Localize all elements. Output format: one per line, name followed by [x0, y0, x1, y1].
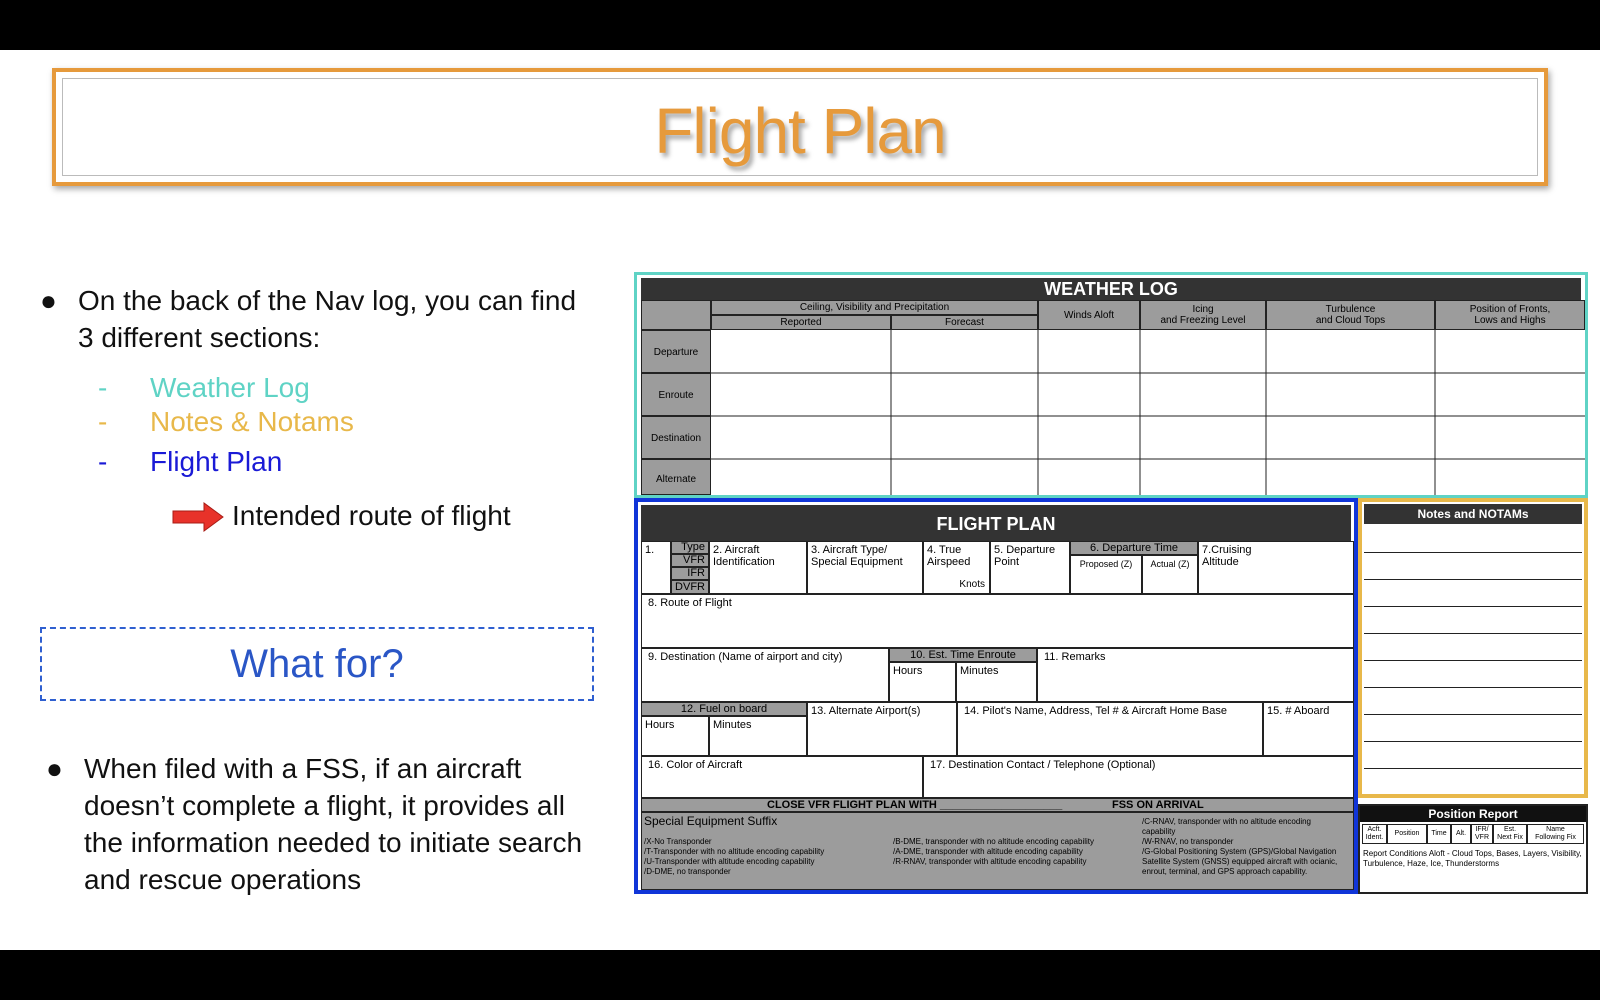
fp-field-11-remarks: 11. Remarks [1037, 648, 1354, 702]
pos-col-position: Position [1387, 824, 1427, 844]
pos-col-name-following: Name Following Fix [1527, 824, 1584, 844]
notes-line [1364, 552, 1582, 553]
bullet-dot: ● [46, 753, 63, 784]
fp-field-9-destination: 9. Destination (Name of airport and city) [641, 648, 889, 702]
nav-log-back-form [634, 272, 1588, 894]
weather-log-title: WEATHER LOG [641, 278, 1581, 300]
weather-row-alternate: Alternate [641, 459, 711, 495]
fp-field-4-unit: Knots [959, 579, 985, 590]
intended-route-row [172, 502, 592, 536]
notes-title: Notes and NOTAMs [1364, 504, 1582, 524]
fp-type-header: Type [671, 541, 709, 554]
pos-col-alt: Alt. [1451, 824, 1471, 844]
slide [0, 50, 1600, 950]
notes-line [1364, 687, 1582, 688]
section-label-notes-notams: Notes & Notams [150, 406, 354, 437]
pos-conditions: Report Conditions Aloft - Cloud Tops, Bases, Layers, Visibility, Turbulence, Haze, Ice, Thunderstorms [1363, 849, 1582, 868]
notes-line [1364, 741, 1582, 742]
weather-header-winds: Winds Aloft [1038, 300, 1140, 330]
notes-line [1364, 660, 1582, 661]
fp-field-4-airspeed [923, 541, 990, 594]
fp-field-4-label: 4. True Airspeed [927, 544, 971, 568]
fp-field-10-est-time: 10. Est. Time Enroute [889, 648, 1037, 662]
fp-suffix-col3: /C-RNAV, transponder with no altitude encoding capability /W-RNAV, no transponder /G-Global Positioning System (GPS)/Global Navigation Satellite System (GNSS) equipped aircraft with ocianic, enrout, terminal, and GPS approach capability. [1142, 817, 1338, 876]
weather-row-departure: Departure [641, 330, 711, 373]
pos-col-time: Time [1427, 824, 1451, 844]
fp-type-vfr: VFR [671, 554, 709, 567]
weather-row-enroute: Enroute [641, 373, 711, 416]
fp-field-12-fuel: 12. Fuel on board [641, 702, 807, 716]
fp-field-12-hours: Hours [641, 716, 709, 756]
weather-log-section [634, 272, 1588, 498]
notes-notams-section [1358, 498, 1588, 798]
bullet-fss-text: When filed with a FSS, if an aircraft doesn’t complete a flight, it provides all the information needed to initiate search and rescue operations [84, 753, 583, 895]
section-label-flight-plan: Flight Plan [150, 446, 283, 477]
page-title: Flight Plan [654, 95, 946, 167]
title-frame [52, 68, 1548, 186]
fp-field-5-departure-point: 5. Departure Point [990, 541, 1070, 594]
pos-col-est-next: Est. Next Fix [1493, 824, 1527, 844]
position-report-section [1358, 804, 1588, 894]
weather-header-reported: Reported [711, 315, 891, 330]
notes-line [1364, 606, 1582, 607]
bullet-nav-log-text: On the back of the Nav log, you can find 3 different sections: [78, 285, 577, 353]
section-label-weather-log: Weather Log [150, 372, 310, 403]
pos-col-ifr-vfr: IFR/ VFR [1471, 824, 1493, 844]
fp-field-6-proposed: Proposed (Z) [1070, 555, 1142, 594]
what-for-box: What for? [40, 627, 594, 701]
fp-type-ifr: IFR [671, 567, 709, 580]
fp-suffix-title: Special Equipment Suffix [644, 814, 778, 828]
fp-field-14-pilot: 14. Pilot's Name, Address, Tel # & Aircraft Home Base [957, 702, 1263, 756]
fp-field-13-alternate: 13. Alternate Airport(s) [807, 702, 957, 756]
weather-header-turbulence: Turbulence and Cloud Tops [1266, 300, 1435, 330]
pos-col-ident: Acft. Ident. [1362, 824, 1387, 844]
fp-field-12-minutes: Minutes [709, 716, 807, 756]
fp-field-1 [641, 541, 671, 594]
fp-field-8-route: 8. Route of Flight [641, 594, 1354, 648]
weather-header-icing: Icing and Freezing Level [1140, 300, 1266, 330]
fp-field-6-departure-time: 6. Departure Time [1070, 541, 1198, 555]
weather-row-destination: Destination [641, 416, 711, 459]
weather-header-ceiling: Ceiling, Visibility and Precipitation [711, 300, 1038, 315]
dash: - [98, 406, 108, 437]
fp-field-6-actual: Actual (Z) [1142, 555, 1198, 594]
intended-route-label: Intended route of flight [232, 500, 511, 531]
fp-field-2-aircraft-id: 2. Aircraft Identification [709, 541, 807, 594]
weather-header-forecast: Forecast [891, 315, 1038, 330]
fp-field-7-cruising-altitude: 7.Cruising Altitude [1198, 541, 1354, 594]
notes-line [1364, 633, 1582, 634]
dash: - [98, 372, 108, 403]
fp-fss-arrival-label: FSS ON ARRIVAL [1112, 799, 1204, 811]
notes-line [1364, 579, 1582, 580]
fp-close-vfr-bar [641, 798, 1354, 812]
fp-close-vfr-label: CLOSE VFR FLIGHT PLAN WITH ____________________ [767, 799, 1063, 811]
bullet-dot: ● [40, 285, 57, 316]
fp-type-dvfr: DVFR [671, 580, 709, 594]
fp-field-10-minutes: Minutes [956, 662, 1037, 702]
weather-header-fronts: Position of Fronts, Lows and Highs [1435, 300, 1585, 330]
fp-field-3-aircraft-type: 3. Aircraft Type/ Special Equipment [807, 541, 923, 594]
fp-suffix-col2: /B-DME, transponder with no altitude encoding capability /A-DME, transponder with altitude encoding capability /R-RNAV, transponder with altitude encoding capability [893, 837, 1094, 866]
position-report-title: Position Report [1360, 806, 1586, 822]
dash: - [98, 446, 108, 477]
notes-line [1364, 714, 1582, 715]
fp-field-17-contact: 17. Destination Contact / Telephone (Optional) [923, 756, 1354, 798]
flight-plan-title: FLIGHT PLAN [641, 505, 1351, 541]
fp-field-16-color: 16. Color of Aircraft [641, 756, 923, 798]
right-arrow-icon [172, 502, 224, 532]
notes-line [1364, 768, 1582, 769]
weather-grid [634, 272, 1588, 498]
fp-special-equipment [641, 812, 1354, 890]
fp-field-1-label: 1. [645, 544, 655, 556]
fp-field-10-hours: Hours [889, 662, 956, 702]
fp-field-15-aboard: 15. # Aboard [1263, 702, 1354, 756]
flight-plan-section [634, 498, 1358, 894]
fp-suffix-col1: /X-No Transponder /T-Transponder with no altitude encoding capability /U-Transponder with altitude encoding capability /D-DME, no transponder [644, 837, 825, 876]
